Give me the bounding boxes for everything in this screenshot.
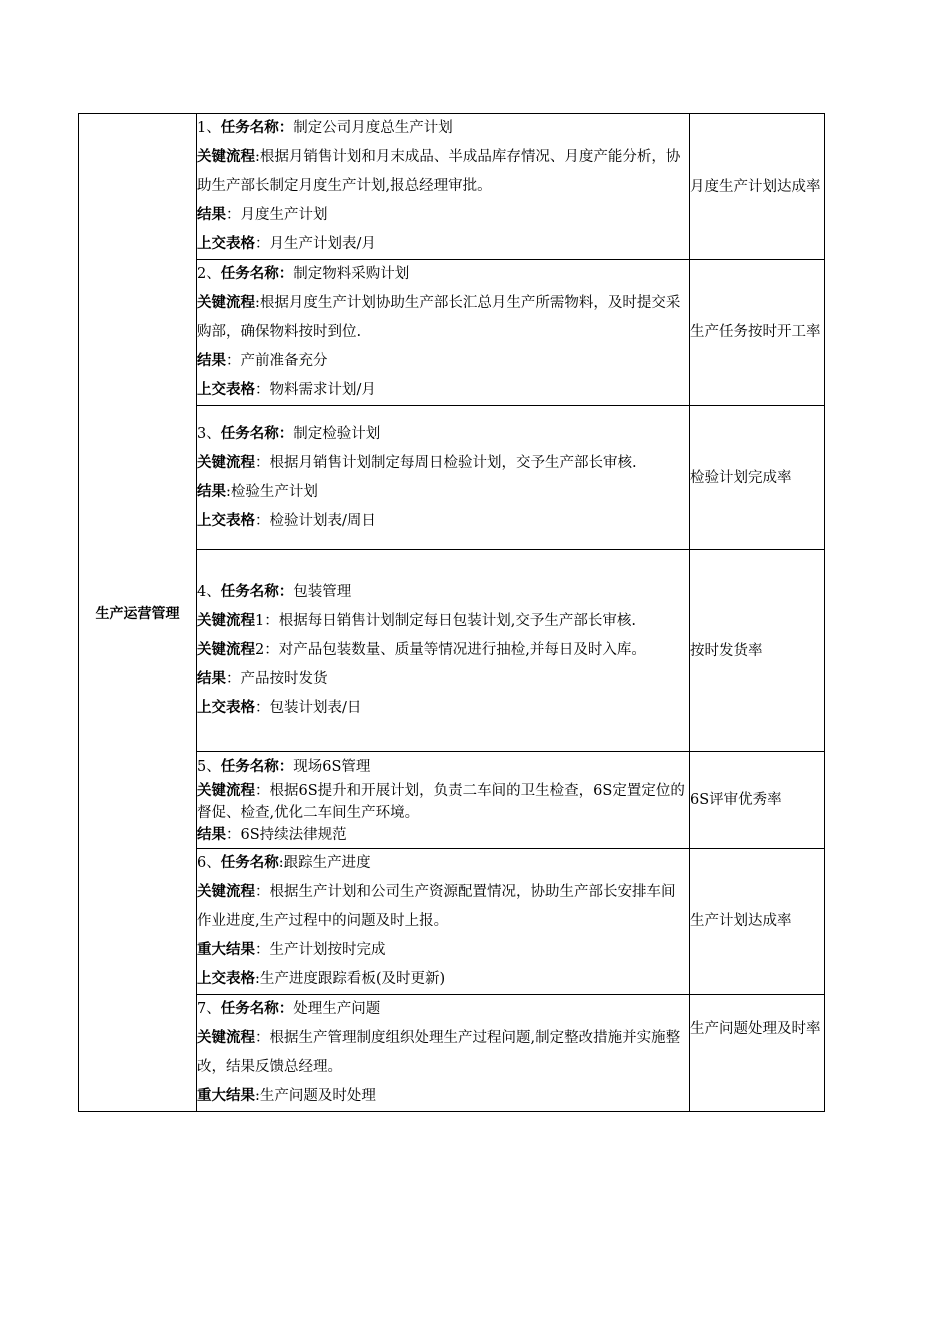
task-process: 关键流程：根据生产计划和公司生产资源配置情况，协助生产部长安排车间作业进度,生产过程中的问题及时上报。 <box>197 884 676 929</box>
task-result: 结果：月度生产计划 <box>197 207 328 223</box>
task-process: 关键流程:根据月度生产计划协助生产部长汇总月生产所需物料，及时提交采购部，确保物料按时到位. <box>197 295 681 340</box>
task-result: 结果：产前准备充分 <box>197 353 328 369</box>
task-process: 关键流程1：根据每日销售计划制定每日包装计划,交予生产部长审核. <box>197 613 636 629</box>
kpi-cell: 月度生产计划达成率 <box>690 114 825 260</box>
task-title: 4、任务名称：包装管理 <box>197 584 352 600</box>
task-process: 关键流程:根据月销售计划和月末成品、半成品库存情况、月度产能分析，协助生产部长制定月度生产计划,报总经理审批。 <box>197 149 681 194</box>
task-title: 7、任务名称：处理生产问题 <box>197 1001 381 1017</box>
kpi-cell: 生产任务按时开工率 <box>690 260 825 406</box>
task-title: 2、任务名称：制定物料采购计划 <box>197 266 410 282</box>
category-cell: 生产运营管理 <box>79 114 197 1112</box>
task-process: 关键流程：根据6S提升和开展计划，负责二车间的卫生检查，6S定置定位的督促、检查,优化二车间生产环境。 <box>197 783 685 821</box>
task-form: 上交表格：包装计划表/日 <box>197 700 362 716</box>
table-row <box>79 114 825 260</box>
kpi-cell: 生产问题处理及时率 <box>690 995 825 1112</box>
task-form: 上交表格:生产进度跟踪看板(及时更新) <box>197 971 446 987</box>
task-process: 关键流程：根据生产管理制度组织处理生产过程问题,制定整改措施并实施整改，结果反馈总经理。 <box>197 1030 681 1075</box>
task-cell <box>197 849 690 995</box>
task-process: 关键流程：根据月销售计划制定每周日检验计划，交予生产部长审核. <box>197 454 637 471</box>
kpi-cell: 检验计划完成率 <box>690 406 825 550</box>
task-result: 重大结果:生产问题及时处理 <box>197 1088 376 1104</box>
task-cell <box>197 406 690 550</box>
task-result: 结果:检验生产计划 <box>197 483 318 500</box>
job-responsibility-table <box>78 113 825 1112</box>
task-cell <box>197 752 690 849</box>
task-cell <box>197 550 690 752</box>
task-title: 3、任务名称：制定检验计划 <box>197 425 381 442</box>
task-cell <box>197 114 690 260</box>
task-result: 重大结果：生产计划按时完成 <box>197 942 386 958</box>
task-form: 上交表格：检验计划表/周日 <box>197 512 376 529</box>
task-result: 结果：6S持续法律规范 <box>197 827 347 843</box>
task-cell <box>197 995 690 1112</box>
kpi-cell: 按时发货率 <box>690 550 825 752</box>
task-process: 关键流程2：对产品包装数量、质量等情况进行抽检,并每日及时入库。 <box>197 642 646 658</box>
task-form: 上交表格：月生产计划表/月 <box>197 236 376 252</box>
kpi-cell: 6S评审优秀率 <box>690 752 825 849</box>
task-title: 6、任务名称:跟踪生产进度 <box>197 855 371 871</box>
task-title: 1、任务名称：制定公司月度总生产计划 <box>197 120 453 136</box>
task-cell <box>197 260 690 406</box>
task-result: 结果：产品按时发货 <box>197 671 328 687</box>
task-form: 上交表格：物料需求计划/月 <box>197 382 376 398</box>
task-title: 5、任务名称：现场6S管理 <box>197 759 371 775</box>
kpi-cell: 生产计划达成率 <box>690 849 825 995</box>
